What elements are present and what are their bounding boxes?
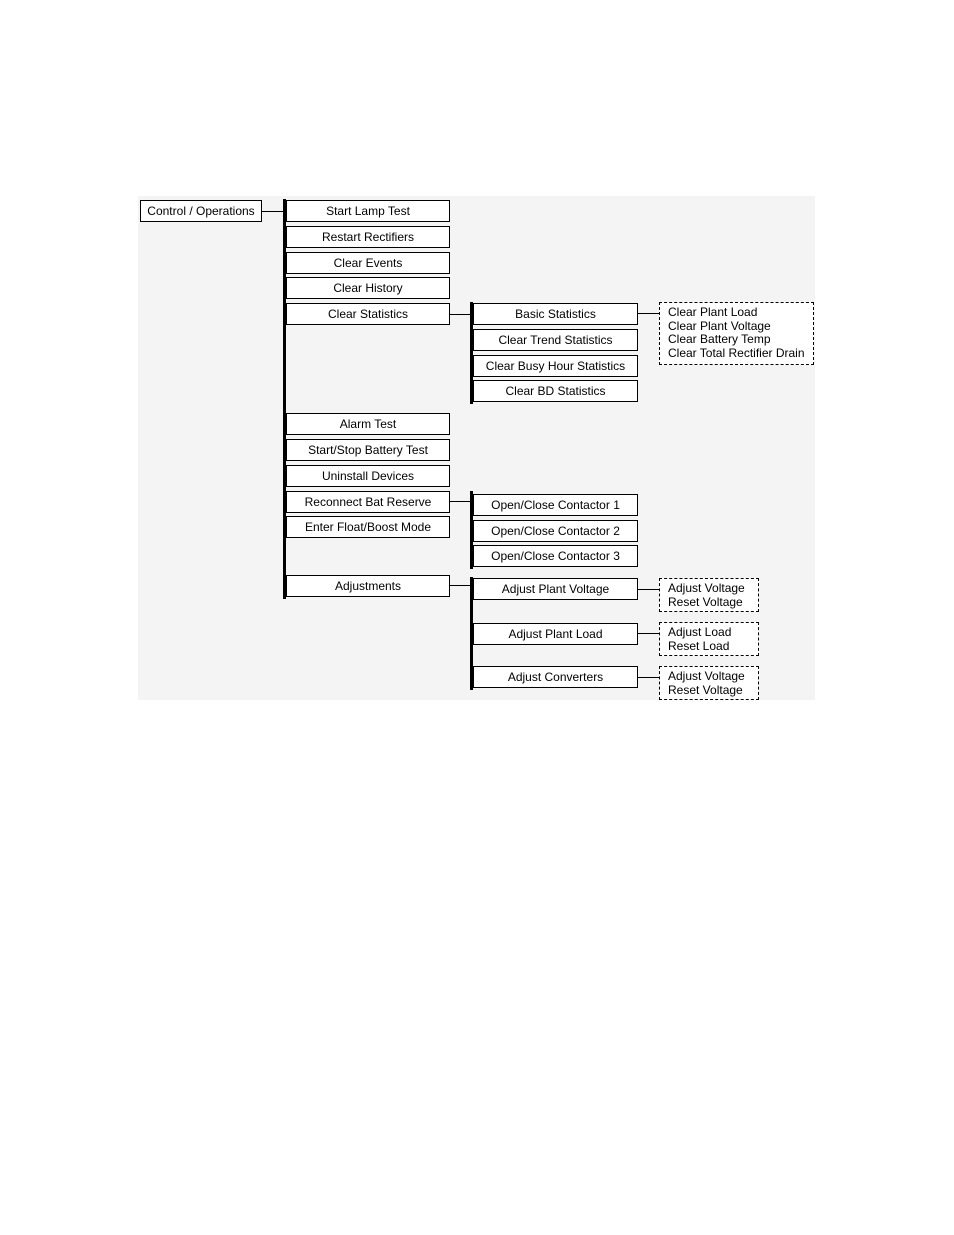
adjust-plant-voltage-options bbox=[659, 578, 759, 612]
basic-statistics-connector bbox=[638, 313, 659, 314]
statistics-connector bbox=[450, 314, 472, 315]
node-clear-bd-statistics: Clear BD Statistics bbox=[473, 380, 638, 402]
node-reconnect-bat-reserve: Reconnect Bat Reserve bbox=[286, 491, 450, 513]
option-clear-plant-load: Clear Plant Load bbox=[668, 305, 758, 319]
node-adjust-plant-load: Adjust Plant Load bbox=[473, 623, 638, 645]
node-uninstall-devices: Uninstall Devices bbox=[286, 465, 450, 487]
node-enter-float-boost-mode: Enter Float/Boost Mode bbox=[286, 516, 450, 538]
option-reset-load: Reset Load bbox=[668, 638, 730, 653]
option-clear-total-rectifier-drain: Clear Total Rectifier Drain bbox=[668, 345, 805, 360]
adjust-plant-voltage-connector bbox=[638, 589, 659, 590]
option-adjust-voltage: Adjust Voltage bbox=[668, 581, 745, 595]
option-reset-voltage: Reset Voltage bbox=[668, 594, 743, 609]
option-clear-plant-voltage: Clear Plant Voltage bbox=[668, 318, 771, 333]
node-alarm-test: Alarm Test bbox=[286, 413, 450, 435]
node-clear-busy-hour-statistics: Clear Busy Hour Statistics bbox=[473, 355, 638, 377]
adjust-converters-options bbox=[659, 666, 759, 700]
node-contactor-1: Open/Close Contactor 1 bbox=[473, 494, 638, 516]
option-converter-adjust-voltage: Adjust Voltage bbox=[668, 669, 745, 683]
node-start-stop-battery-test: Start/Stop Battery Test bbox=[286, 439, 450, 461]
node-start-lamp-test: Start Lamp Test bbox=[286, 200, 450, 222]
option-clear-battery-temp: Clear Battery Temp bbox=[668, 332, 771, 347]
node-adjust-converters: Adjust Converters bbox=[473, 666, 638, 688]
node-clear-statistics: Clear Statistics bbox=[286, 303, 450, 325]
node-restart-rectifiers: Restart Rectifiers bbox=[286, 226, 450, 248]
node-contactor-3: Open/Close Contactor 3 bbox=[473, 545, 638, 567]
adjust-plant-load-options bbox=[659, 622, 759, 656]
node-adjustments: Adjustments bbox=[286, 575, 450, 597]
adjustments-connector bbox=[450, 585, 472, 586]
adjust-plant-load-connector bbox=[638, 633, 659, 634]
contactor-connector bbox=[450, 501, 472, 502]
node-clear-events: Clear Events bbox=[286, 252, 450, 274]
root-node: Control / Operations bbox=[140, 200, 262, 222]
option-adjust-load: Adjust Load bbox=[668, 625, 732, 639]
adjust-converters-connector bbox=[638, 677, 659, 678]
root-connector bbox=[262, 211, 284, 212]
option-converter-reset-voltage: Reset Voltage bbox=[668, 682, 743, 697]
node-basic-statistics: Basic Statistics bbox=[473, 303, 638, 325]
node-clear-history: Clear History bbox=[286, 277, 450, 299]
basic-statistics-options bbox=[659, 302, 814, 365]
node-contactor-2: Open/Close Contactor 2 bbox=[473, 520, 638, 542]
node-clear-trend-statistics: Clear Trend Statistics bbox=[473, 329, 638, 351]
node-adjust-plant-voltage: Adjust Plant Voltage bbox=[473, 578, 638, 600]
